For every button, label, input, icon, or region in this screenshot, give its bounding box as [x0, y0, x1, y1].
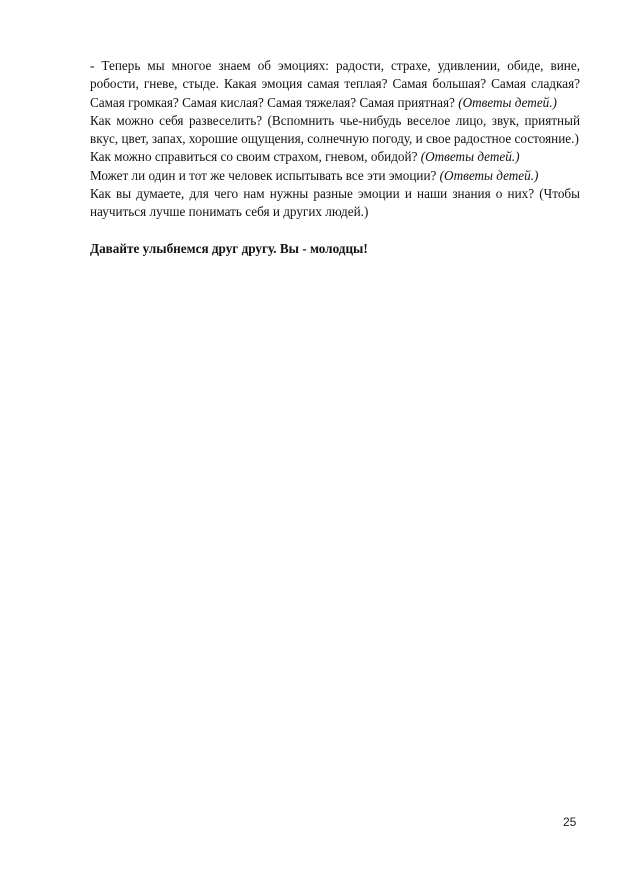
- children-answers-note: (Ответы детей.): [458, 94, 557, 110]
- paragraph-text: Как можно себя развеселить? (Вспомнить чье-нибудь веселое лицо, звук, приятный вкус, цвет, запах, хорошие ощущения, солнечную погоду, и свое радостное состояние.): [90, 112, 580, 147]
- paragraph-text: Как вы думаете, для чего нам нужны разные эмоции и наши знания о них? (Чтобы научиться лучше понимать себя и других людей.): [90, 186, 580, 220]
- children-answers-note: (Ответы детей.): [439, 167, 539, 183]
- paragraph-cheer-up: [90, 112, 580, 149]
- closing-statement: Давайте улыбнемся друг другу. Вы - молодцы!: [90, 240, 368, 256]
- children-answers-note: (Ответы детей.): [420, 149, 520, 165]
- paragraph-text: Может ли один и тот же человек испытывать все эти эмоции?: [90, 167, 437, 183]
- page-number: 25: [563, 815, 577, 829]
- paragraph-same-person: [90, 167, 580, 185]
- paragraph-text: - Теперь мы многое знаем об эмоциях: радости, страхе, удивлении, обиде, вине, робости, гневе, стыде. Какая эмоция самая теплая? Самая большая? Самая сладкая? Самая громкая? Самая кислая? Самая тяжелая? Самая приятная?: [90, 58, 580, 110]
- paragraph-emotions-questions: [90, 57, 580, 112]
- document-body: [90, 57, 580, 258]
- paragraph-text: Как можно справиться со своим страхом, гневом, обидой?: [90, 149, 418, 165]
- paragraph-why-emotions: [90, 185, 580, 222]
- paragraph-cope-fear: [90, 148, 580, 166]
